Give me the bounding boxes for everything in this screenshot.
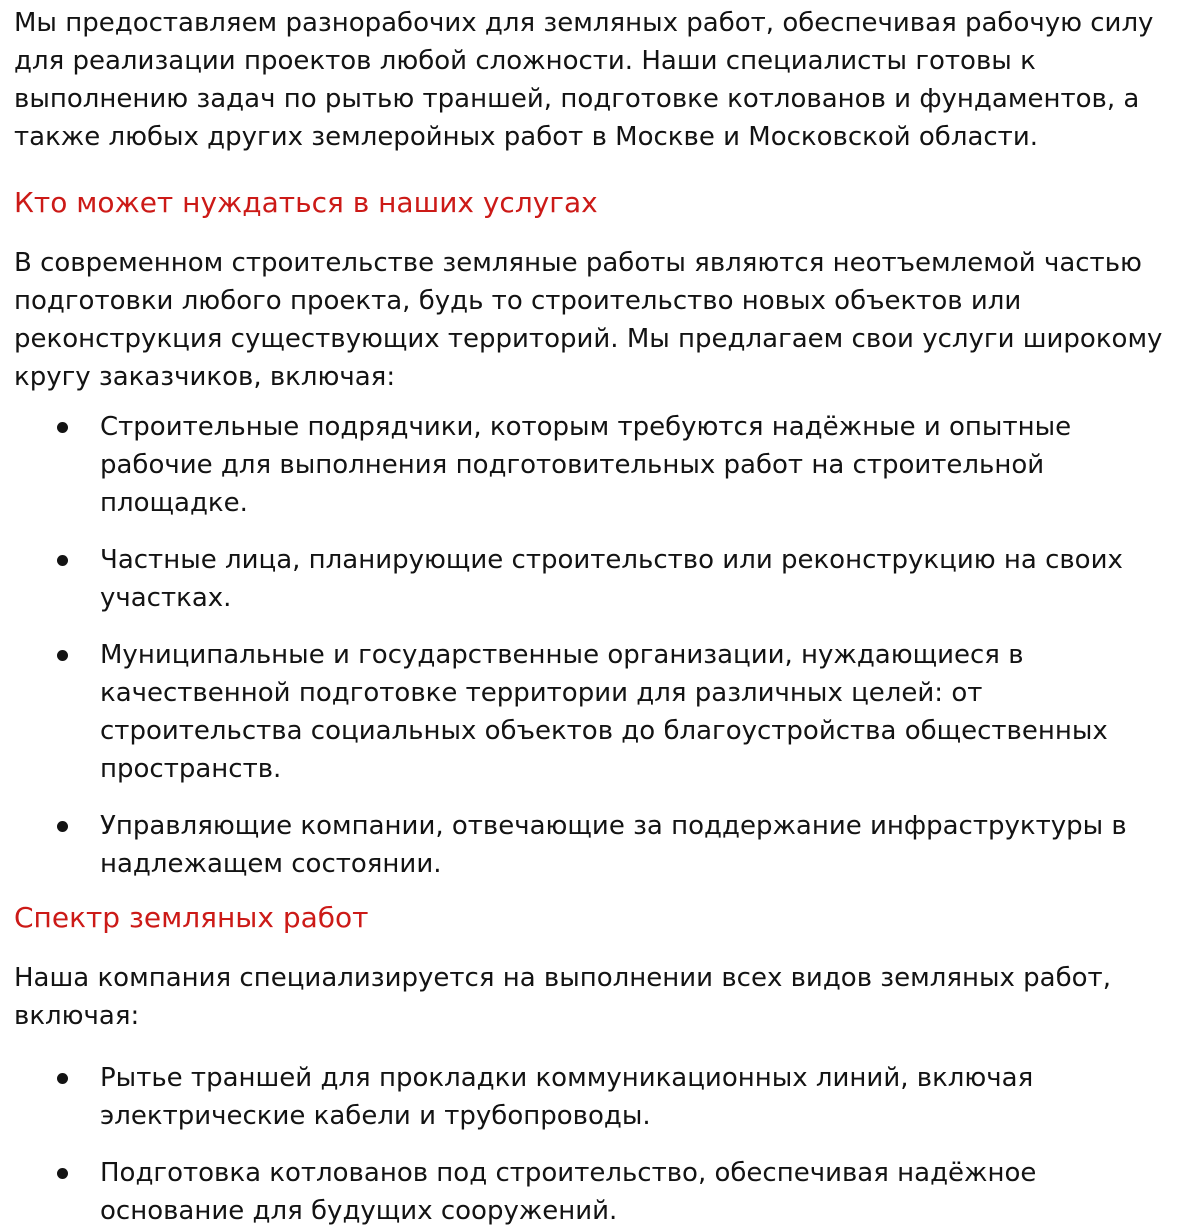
list-item: Частные лица, планирующие строительство или реконструкцию на своих участках. <box>100 541 1164 617</box>
list-item: Подготовка котлованов под строительство, обеспечивая надёжное основание для будущих сооружений. <box>100 1154 1164 1230</box>
section-heading-work-spectrum: Спектр земляных работ <box>14 901 369 934</box>
section1-bullet-list <box>14 408 1164 883</box>
list-item: Строительные подрядчики, которым требуются надёжные и опытные рабочие для выполнения подготовительных работ на строительной площадке. <box>100 408 1164 522</box>
intro-paragraph: Мы предоставляем разнорабочих для земляных работ, обеспечивая рабочую силу для реализации проектов любой сложности. Наши специалисты готовы к выполнению задач по рытью траншей, подготовке котлованов и фундаментов, а также любых других землеройных работ в Москве и Московской области. <box>14 8 1154 152</box>
list-item: Рытье траншей для прокладки коммуникационных линий, включая электрические кабели и трубопроводы. <box>100 1059 1164 1135</box>
section2-bullet-list <box>14 1059 1164 1230</box>
article-body <box>14 4 1164 1230</box>
list-item: Управляющие компании, отвечающие за поддержание инфраструктуры в надлежащем состоянии. <box>100 807 1164 883</box>
section-heading-who-needs-services: Кто может нуждаться в наших услугах <box>14 186 598 219</box>
section-who-needs-services <box>14 182 1164 883</box>
list-item: Муниципальные и государственные организации, нуждающиеся в качественной подготовке территории для различных целей: от строительства социальных объектов до благоустройства общественных пространств. <box>100 636 1164 788</box>
section-work-spectrum <box>14 897 1164 1230</box>
section1-paragraph: В современном строительстве земляные работы являются неотъемлемой частью подготовки любого проекта, будь то строительство новых объектов или реконструкция существующих территорий. Мы предлагаем свои услуги широкому кругу заказчиков, включая: <box>14 248 1163 392</box>
section2-paragraph: Наша компания специализируется на выполнении всех видов земляных работ, включая: <box>14 963 1111 1031</box>
